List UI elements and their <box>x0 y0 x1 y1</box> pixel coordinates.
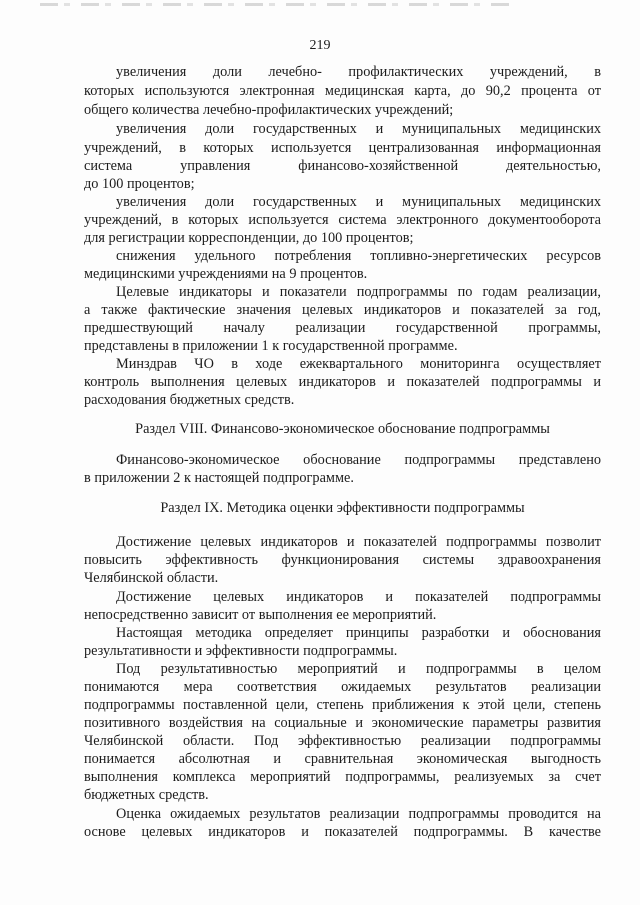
text-line: бюджетных средств. <box>84 787 209 803</box>
text-line: представлены в приложении 1 к государственной программе. <box>84 338 458 354</box>
text-line: предшествующий началу реализации государственной программы, <box>84 320 601 336</box>
text-line: в приложении 2 к настоящей подпрограмме. <box>84 470 354 486</box>
text-line: которых используются электронная медицинская карта, до 90,2 процента от <box>84 83 601 99</box>
text-line: увеличения доли государственных и муниципальных медицинских <box>116 121 601 137</box>
text-line: непосредственно зависит от выполнения ее мероприятий. <box>84 607 437 623</box>
text-line: увеличения доли государственных и муниципальных медицинских <box>116 194 601 210</box>
text-line: Под результативностью мероприятий и подпрограммы в целом <box>116 661 601 677</box>
text-line: учреждений, в которых используется система электронного документооборота <box>84 212 601 228</box>
text-line: увеличения доли лечебно- профилактических учреждений, в <box>116 64 601 80</box>
text-line: для регистрации корреспонденции, до 100 процентов; <box>84 230 414 246</box>
text-line: позитивного воздействия на социальные и экономические параметры развития <box>84 715 601 731</box>
text-line: выполнения комплекса мероприятий подпрограммы, реализуемых за счет <box>84 769 601 785</box>
text-line: повысить эффективность функционирования системы здравоохранения <box>84 552 601 568</box>
text-line: расходования бюджетных средств. <box>84 392 295 408</box>
section-heading: Раздел VIII. Финансово-экономическое обоснование подпрограммы <box>135 421 550 437</box>
text-line: понимаются мера соответствия ожидаемых результатов реализации <box>84 679 601 695</box>
text-line: Минздрав ЧО в ходе ежеквартального мониторинга осуществляет <box>116 356 601 372</box>
text-line: основе целевых индикаторов и показателей подпрограммы. В качестве <box>84 824 601 840</box>
text-line: подпрограммы поставленной цели, степень приближения к этой цели, степень <box>84 697 601 713</box>
scan-artifact <box>40 3 510 6</box>
text-line: Челябинской области. <box>84 570 219 586</box>
text-line: Настоящая методика определяет принципы разработки и обоснования <box>116 625 601 641</box>
text-line: результативности и эффективности подпрограммы. <box>84 643 398 659</box>
text-line: Достижение целевых индикаторов и показателей подпрограммы <box>116 589 601 605</box>
text-line: учреждений, в которых используется централизованная информационная <box>84 140 601 156</box>
text-line: контроль выполнения целевых индикаторов и показателей подпрограммы и <box>84 374 601 390</box>
text-line: до 100 процентов; <box>84 176 195 192</box>
text-line: система управления финансово-хозяйственной деятельностью, <box>84 158 601 174</box>
text-line: общего количества лечебно-профилактических учреждений; <box>84 102 454 118</box>
text-line: Челябинской области. Под эффективностью реализации подпрограммы <box>84 733 601 749</box>
text-line: Целевые индикаторы и показатели подпрограммы по годам реализации, <box>116 284 601 300</box>
text-line: Достижение целевых индикаторов и показателей подпрограммы позволит <box>116 534 601 550</box>
page-number: 219 <box>309 38 331 53</box>
text-line: снижения удельного потребления топливно-энергетических ресурсов <box>116 248 601 264</box>
text-line: Финансово-экономическое обоснование подпрограммы представлено <box>116 452 601 468</box>
section-heading: Раздел IX. Методика оценки эффективности подпрограммы <box>160 500 525 516</box>
text-line: понимается абсолютная и сравнительная экономическая выгодность <box>84 751 601 767</box>
text-line: медицинскими учреждениями на 9 процентов. <box>84 266 368 282</box>
text-line: Оценка ожидаемых результатов реализации подпрограммы проводится на <box>116 806 601 822</box>
text-line: а также фактические значения целевых индикаторов и показателей за год, <box>84 302 601 318</box>
